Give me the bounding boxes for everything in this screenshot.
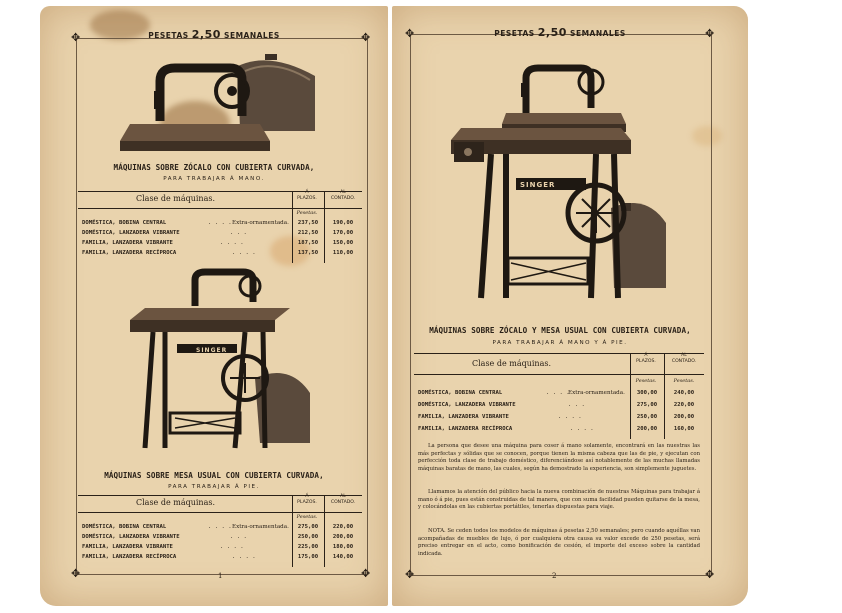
table-row: DOMÉSTICA, LANZADERA VIBRANTE . . . 250,00 200,00 <box>82 534 354 540</box>
paragraph: Llamamos la atención del público hacia la nueva combinación de nuestras Máquinas para trabajar á mano ó á pie, pues están construidas de tal manera, que con suma facilidad pueden quitarse de la mesa, y colocándolas en las cubiertas portátiles, tenerlas dispuestas para viaje. <box>418 489 700 511</box>
table-row: FAMILIA, LANZADERA RECÍPROCA . . . . 137,50 110,00 <box>82 250 354 256</box>
ornament-icon: ✥ <box>405 27 415 40</box>
table-row: FAMILIA, LANZADERA VIBRANTE . . . . 187,50 150,00 <box>82 240 354 246</box>
table-row: DOMÉSTICA, BOBINA CENTRAL . . . . Extra-ornamentada. 237,50 190,00 <box>82 220 354 226</box>
page-number: 2 <box>552 572 557 580</box>
table-class-header: Clase de máquinas. <box>136 194 215 203</box>
table-row: FAMILIA, LANZADERA RECÍPROCA . . . . 200,00 160,00 <box>418 426 695 432</box>
col-header-contado: AL CONTADO. <box>330 494 356 505</box>
unit-label: Pesetas. <box>673 378 695 384</box>
col-header-plazos: Á PLAZOS. <box>297 494 317 505</box>
table-row: DOMÉSTICA, BOBINA CENTRAL . . . . Extra-ornamentada. 275,00 220,00 <box>82 524 354 530</box>
table-row: DOMÉSTICA, BOBINA CENTRAL . . . . Extra-ornamentada. 300,00 240,00 <box>418 390 695 396</box>
paragraph: NOTA. Se ceden todos los modelos de máquinas á pesetas 2,50 semanales; pero cuando aquéllas van acompañadas de muebles de lujo, ó por cualquiera otra causa su valor excede de 250 pesetas, será preciso entregar en el acto, como bonificación de cesión, el importe del exceso sobre la cantidad indicada. <box>418 528 700 557</box>
treadle-machine-illustration <box>125 268 325 458</box>
table-row: DOMÉSTICA, LANZADERA VIBRANTE . . . 275,00 220,00 <box>418 402 695 408</box>
table-row: DOMÉSTICA, LANZADERA VIBRANTE . . . 212,50 170,00 <box>82 230 354 236</box>
unit-label: Pesetas. <box>296 210 318 216</box>
hand-machine-illustration <box>120 46 320 156</box>
ornament-icon: ✥ <box>361 31 371 44</box>
col-header-plazos: Á PLAZOS. <box>297 190 317 201</box>
section-title: MÁQUINAS SOBRE ZÓCALO Y MESA USUAL CON CUBIERTA CURVADA, <box>429 326 691 335</box>
right-page <box>392 6 748 606</box>
ornament-icon: ✥ <box>71 31 81 44</box>
table-class-header: Clase de máquinas. <box>472 359 551 368</box>
page-header: PESETAS 2,50 SEMANALES <box>148 28 280 41</box>
unit-label: Pesetas. <box>296 514 318 520</box>
page-number: 1 <box>218 572 223 580</box>
section-title: MÁQUINAS SOBRE ZÓCALO CON CUBIERTA CURVADA, <box>113 163 315 172</box>
col-header-contado: AL CONTADO. <box>671 353 697 364</box>
stand-brand-label: SINGER <box>196 347 228 354</box>
table-row: FAMILIA, LANZADERA VIBRANTE . . . . 250,00 200,00 <box>418 414 695 420</box>
unit-label: Pesetas. <box>635 378 657 384</box>
left-page <box>40 6 388 606</box>
section-title: MÁQUINAS SOBRE MESA USUAL CON CUBIERTA CURVADA, <box>104 471 324 480</box>
table-class-header: Clase de máquinas. <box>136 498 215 507</box>
ornament-icon: ✥ <box>405 568 415 581</box>
col-header-contado: AL CONTADO. <box>330 190 356 201</box>
price-table <box>78 184 366 264</box>
price-table <box>78 490 366 570</box>
ornament-icon: ✥ <box>361 567 371 580</box>
stand-brand-label: SINGER <box>520 181 556 189</box>
combination-machine-illustration <box>446 58 671 308</box>
table-row: FAMILIA, LANZADERA VIBRANTE . . . . 225,00 180,00 <box>82 544 354 550</box>
ornament-icon: ✥ <box>705 27 715 40</box>
col-header-plazos: Á PLAZOS. <box>636 353 656 364</box>
price-table <box>414 348 706 440</box>
section-subtitle: PARA TRABAJAR Á PIE. <box>168 484 260 490</box>
table-row: FAMILIA, LANZADERA RECÍPROCA . . . . 175,00 140,00 <box>82 554 354 560</box>
paragraph: La persona que desee una máquina para coser á mano solamente, encontrará en las nuestras las más perfectas y sólidas que se conocen, porque tienen la misma cabeza que las de pie, y ejecutan con perfección toda clase de trabajo doméstico, diferenciándose así notablemente de las muchas llamadas máquinas baratas de mano, las cuales, según ha demostrado la experiencia, son simplemente juguetes. <box>418 443 700 472</box>
section-subtitle: PARA TRABAJAR Á MANO. <box>163 176 265 182</box>
page-header: PESETAS 2,50 SEMANALES <box>494 26 626 39</box>
ornament-icon: ✥ <box>705 568 715 581</box>
ornament-icon: ✥ <box>71 567 81 580</box>
section-subtitle: PARA TRABAJAR Á MANO Y Á PIE. <box>492 340 628 346</box>
